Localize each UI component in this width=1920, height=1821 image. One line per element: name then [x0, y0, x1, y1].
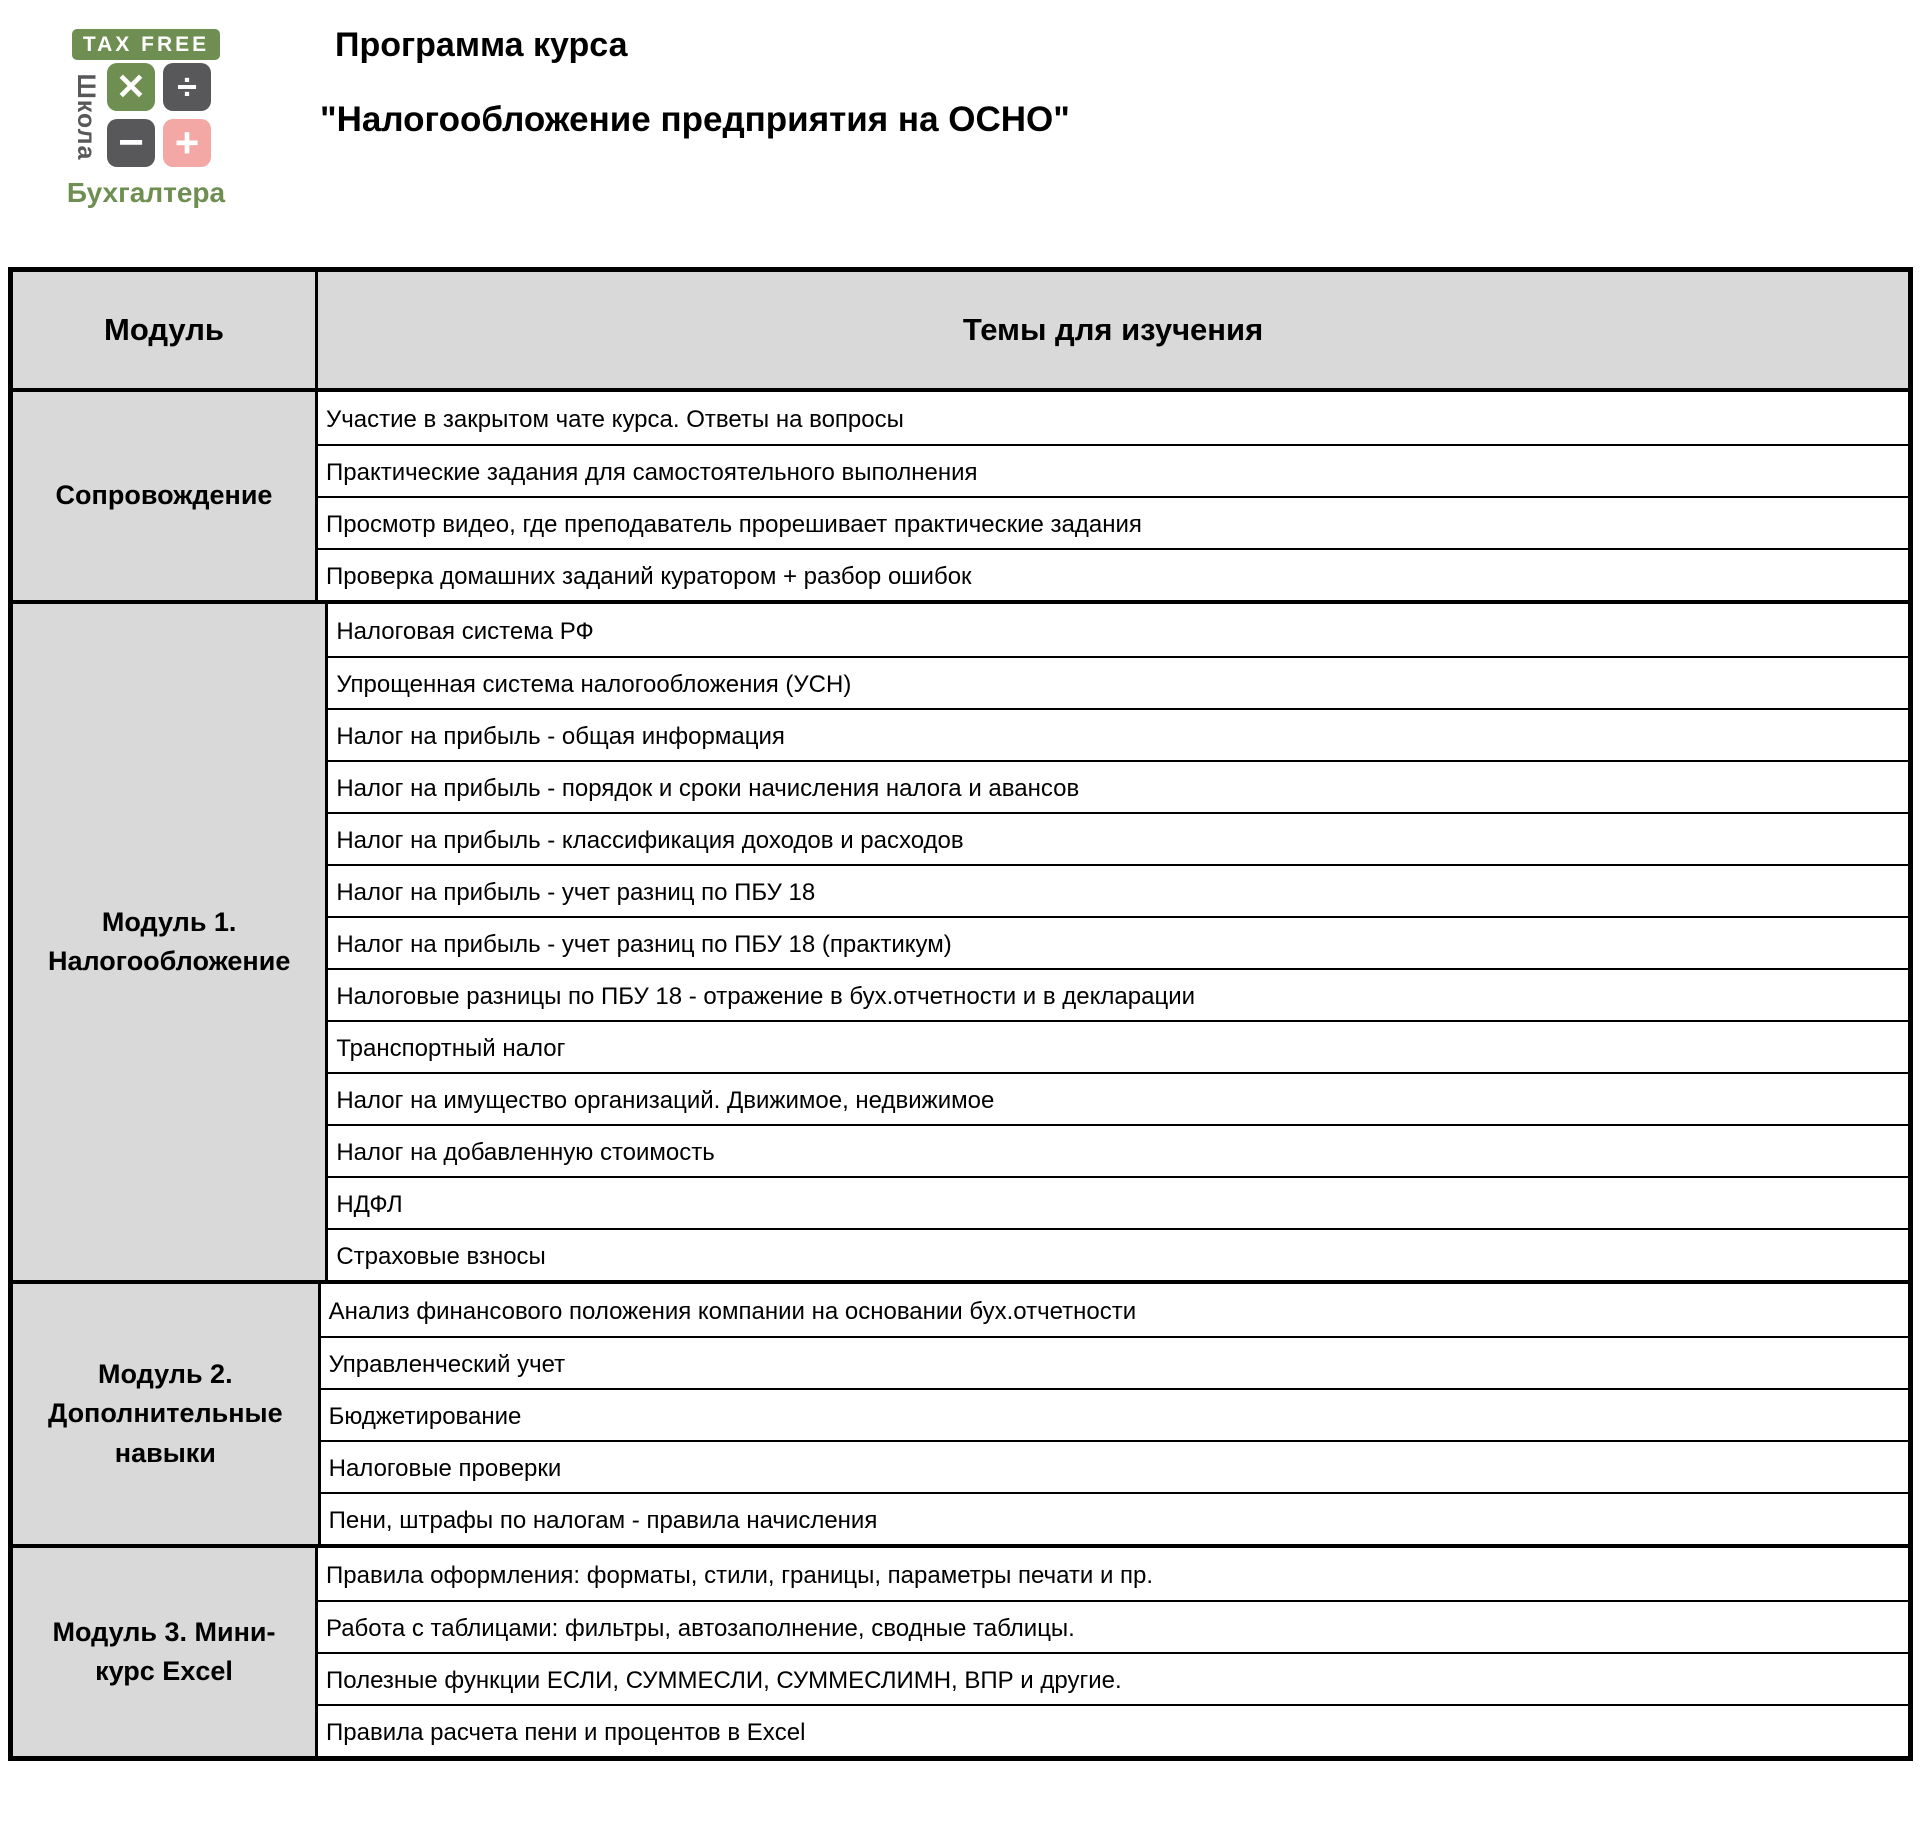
- topics-list: [328, 604, 1908, 1280]
- module-label: Модуль 1. Налогообложение: [13, 604, 328, 1280]
- topic-row: Бюджетирование: [321, 1388, 1908, 1440]
- topic-row: Полезные функции ЕСЛИ, СУММЕСЛИ, СУММЕСЛИМН, ВПР и другие.: [318, 1652, 1908, 1704]
- logo-tax-free-banner: TAX FREE: [72, 29, 220, 60]
- school-logo: [55, 22, 237, 212]
- table-section-module-1: [13, 600, 1908, 1280]
- course-title: "Налогообложение предприятия на ОСНО": [320, 100, 1070, 139]
- topic-row: Налог на прибыль - учет разниц по ПБУ 18: [328, 864, 1908, 916]
- divide-key-icon: ÷: [163, 63, 211, 111]
- topic-row: НДФЛ: [328, 1176, 1908, 1228]
- topic-row: Участие в закрытом чате курса. Ответы на вопросы: [326, 406, 904, 433]
- topic-row: Работа с таблицами: фильтры, автозаполнение, сводные таблицы.: [318, 1600, 1908, 1652]
- table-section-module-3: [13, 1544, 1908, 1756]
- topic-row: Налог на добавленную стоимость: [328, 1124, 1908, 1176]
- module-label: Сопровождение: [13, 392, 318, 600]
- topic-row: Управленческий учет: [321, 1336, 1908, 1388]
- table-section-module-2: [13, 1280, 1908, 1544]
- topic-row: Транспортный налог: [328, 1020, 1908, 1072]
- topic-row: Налог на имущество организаций. Движимое, недвижимое: [328, 1072, 1908, 1124]
- topic-row: Практические задания для самостоятельного выполнения: [318, 444, 1908, 496]
- topic-row: Налог на прибыль - порядок и сроки начисления налога и авансов: [328, 760, 1908, 812]
- topic-row: Налоговые разницы по ПБУ 18 - отражение в бух.отчетности и в декларации: [328, 968, 1908, 1020]
- topics-list: [318, 1548, 1908, 1756]
- page-header: [0, 0, 1920, 267]
- course-program-table: [8, 267, 1913, 1761]
- topic-row: Правила оформления: форматы, стили, границы, параметры печати и пр.: [326, 1562, 1154, 1589]
- logo-calculator-grid: [107, 63, 211, 167]
- page-title: Программа курса: [335, 26, 628, 64]
- topic-row: Упрощенная система налогообложения (УСН): [328, 656, 1908, 708]
- topic-row: Страховые взносы: [328, 1228, 1908, 1280]
- column-header-module: Модуль: [13, 272, 318, 388]
- plus-key-icon: +: [163, 119, 211, 167]
- topic-row: Налог на прибыль - учет разниц по ПБУ 18 (практикум): [328, 916, 1908, 968]
- topic-row: Налоговые проверки: [321, 1440, 1908, 1492]
- module-label: Модуль 2. Дополнительные навыки: [13, 1284, 321, 1544]
- minus-key-icon: −: [107, 119, 155, 167]
- topic-row: Налог на прибыль - классификация доходов и расходов: [328, 812, 1908, 864]
- logo-accountant-text: Бухгалтера: [66, 177, 226, 208]
- table-section-support: [13, 392, 1908, 600]
- table-header-row: [13, 272, 1908, 392]
- topic-row: Проверка домашних заданий куратором + разбор ошибок: [318, 548, 1908, 600]
- topics-list: [321, 1284, 1908, 1544]
- topic-row: Анализ финансового положения компании на основании бух.отчетности: [328, 1298, 1137, 1325]
- topics-list: [318, 392, 1908, 600]
- topic-row: Налоговая система РФ: [336, 618, 594, 645]
- topic-row: Правила расчета пени и процентов в Excel: [318, 1704, 1908, 1756]
- topic-row: Пени, штрафы по налогам - правила начисления: [321, 1492, 1908, 1544]
- multiply-key-icon: ✕: [107, 63, 155, 111]
- topic-row: Налог на прибыль - общая информация: [328, 708, 1908, 760]
- logo-school-vertical-text: Школа: [72, 73, 100, 161]
- column-header-topics: Темы для изучения: [962, 312, 1264, 347]
- topic-row: Просмотр видео, где преподаватель прорешивает практические задания: [318, 496, 1908, 548]
- module-label: Модуль 3. Мини-курс Excel: [13, 1548, 318, 1756]
